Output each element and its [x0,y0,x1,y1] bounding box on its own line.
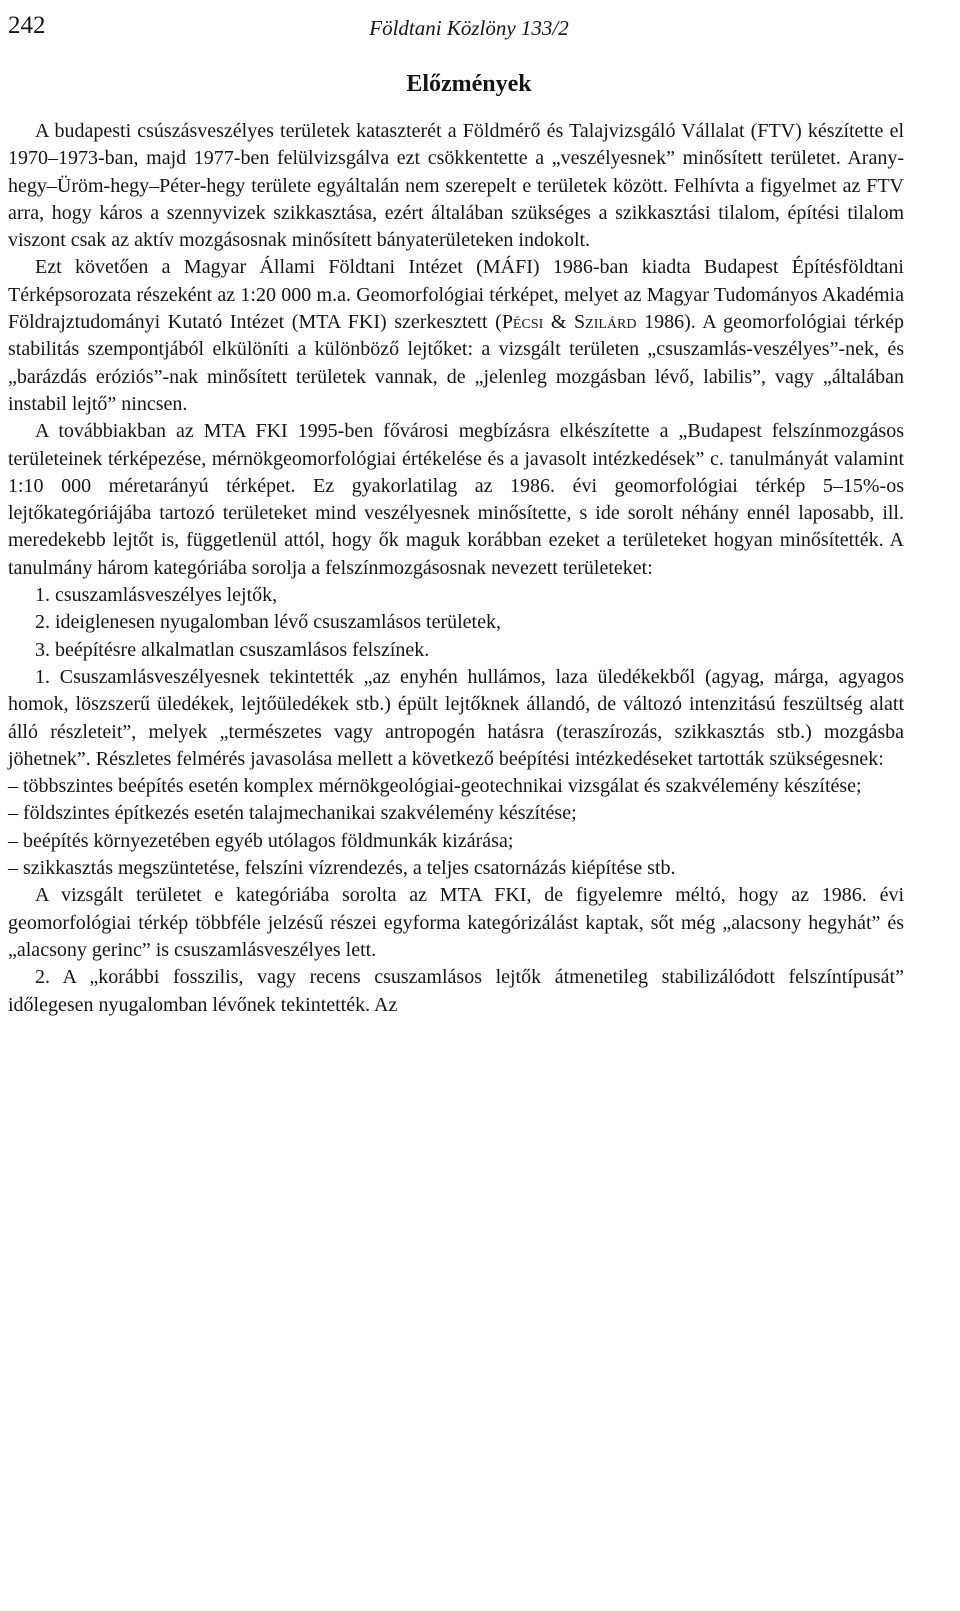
citation-author: Szilárd [574,311,637,334]
paragraph-text: 1986). A geomorfológiai térkép stabilitás szempontjából elkülöníti a különböző lejtőket: a vizsgált területen „csuszamlás-veszélyes”-nek, és „barázdás eróziós”-nak minősített területek vannak, de „jelenleg mozgásban lévő, labilis”, vagy „általában instabil lejtő” nincsen. [8,311,905,415]
dash-list-item: – többszintes beépítés esetén komplex mérnökgeológiai-geotechnikai vizsgálat és szakvélemény készítése; [8,775,862,798]
paragraph [8,254,904,418]
list-item: 2. ideiglenesen nyugalomban lévő csuszamlásos területek, [35,611,501,634]
page-number: 242 [8,12,46,39]
section-heading: Előzmények [406,71,532,97]
paragraph: 1. Csuszamlásveszélyesnek tekintették „az enyhén hullámos, laza üledékekből (agyag, márga, agyagos homok, löszszerű üledékek, lejtőüledékek stb.) épült lejtőknek állandó, de változó intenzitású feszültség alatt álló részleteit”, melyek „természetes vagy antropogén hatásra (teraszírozás, szikkasztás stb.) mozgásba jöhetnek”. Részletes felmérés javasolása mellett a következő beépítési intézkedéseket tartották szükségesnek: [8,665,904,770]
dash-list-item: – szikkasztás megszüntetése, felszíni vízrendezés, a teljes csatornázás kiépítése stb. [8,857,676,880]
paragraph: A vizsgált területet e kategóriába sorolta az MTA FKI, de figyelemre méltó, hogy az 1986. évi geomorfológiai térkép többféle jelzésű részei egyforma kategórizálást kaptak, sőt még „alacsony hegyhát” és „alacsony gerinc” is csuszamlásveszélyes lett. [8,884,904,961]
list-item: 3. beépítésre alkalmatlan csuszamlásos felszínek. [35,638,430,661]
body-text [8,118,904,1019]
paragraph-text: Ezt követően a Magyar Állami Földtani Intézet (MÁFI) 1986-ban kiadta Budapest Építésföldtani Térképsorozata részeként az 1:20 000 m.a. Geomorfológiai térképet, melyet az Magyar Tudományos Akadémia Földrajztudományi Kutató Intézet (MTA FKI) szerkesztett ( [8,256,904,334]
dash-list-item: – földszintes építkezés esetén talajmechanikai szakvélemény készítése; [8,802,577,825]
journal-title: Földtani Közlöny 133/2 [369,16,569,40]
dash-list-item: – beépítés környezetében egyéb utólagos földmunkák kizárása; [8,829,514,852]
citation-separator: & [543,311,575,334]
paragraph: A továbbiakban az MTA FKI 1995-ben fővárosi megbízásra elkészítette a „Budapest felszínmozgásos területeinek térképezése, mérnökgeomorfológiai értékelése és a javasolt intézkedések” c. tanulmányát valamint 1:10 000 méretarányú térképet. Ez gyakorlatilag az 1986. évi geomorfológiai térkép 5–15%-os lejtőkategóriájába tartozó területeket mind veszélyesnek minősítette, s ide sorolt néhány ennél laposabb, ill. meredekebb lejtőt is, függetlenül attól, hogy ők maguk korábban ezeket a területeket hogyan minősítették. A tanulmány három kategóriába sorolja a felszínmozgásosnak nevezett területeket: [8,420,904,579]
citation-author: Pécsi [501,311,544,334]
running-header [8,12,930,46]
list-item: 1. csuszamlásveszélyes lejtők, [35,584,278,607]
paragraph: 2. A „korábbi fosszilis, vagy recens csuszamlásos lejtők átmenetileg stabilizálódott felszíntípusát” időlegesen nyugalomban lévőnek tekintették. Az [8,966,904,1016]
paragraph: A budapesti csúszásveszélyes területek kataszterét a Földmérő és Talajvizsgáló Vállalat (FTV) készítette el 1970–1973-ban, majd 1977-ben felülvizsgálva ezt csökkentette a „veszélyesnek” minősített területet. Arany-hegy–Üröm-hegy–Péter-hegy területe egyáltalán nem szerepelt e területek között. Felhívta a figyelmet az FTV arra, hogy káros a szennyvizek szikkasztása, ezért általában szükséges a szikkasztási tilalom, építési tilalom viszont csak az aktív mozgásosnak minősített bányaterületeken indokolt. [8,120,904,252]
